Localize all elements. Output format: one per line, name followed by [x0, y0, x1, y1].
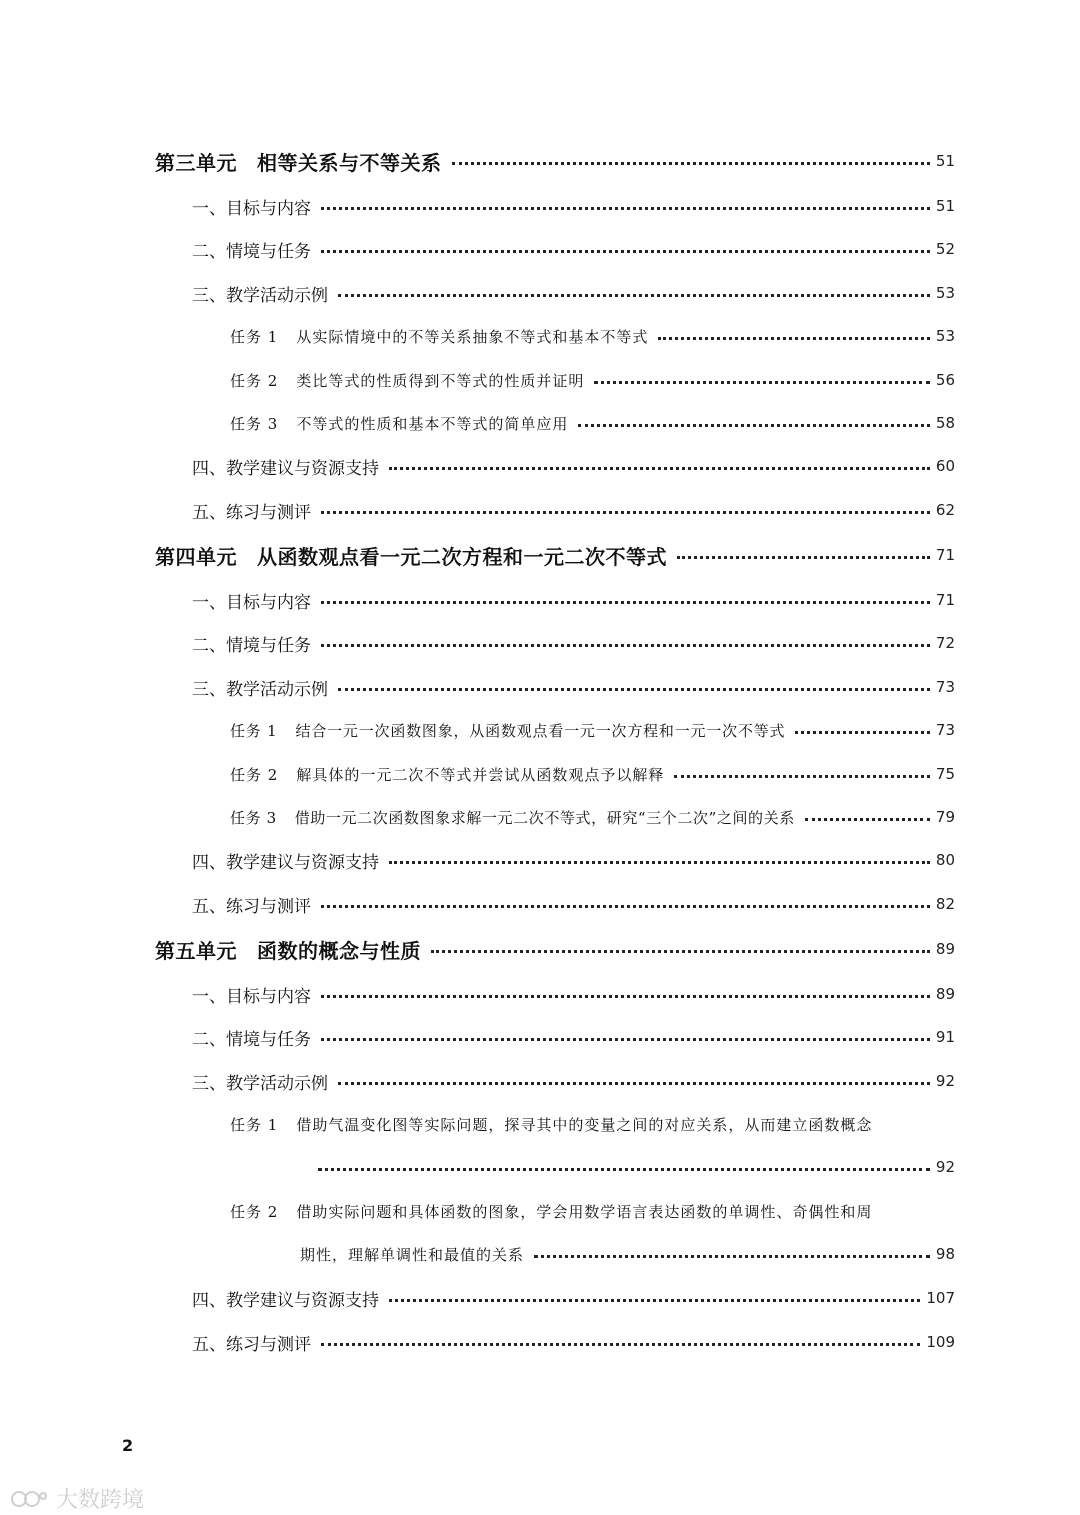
- toc-task-wrapped[interactable]: [230, 1201, 872, 1222]
- toc-task[interactable]: [230, 321, 955, 351]
- dot-leader: [321, 1343, 920, 1346]
- page-number: 53: [935, 284, 955, 302]
- dot-leader: [338, 294, 930, 297]
- dot-leader: [321, 995, 930, 998]
- page-number: 82: [935, 895, 955, 913]
- unit-heading: 第五单元 函数的概念与性质: [155, 938, 421, 963]
- task-title: 任务 2 类比等式的性质得到不等式的性质并证明: [230, 371, 585, 390]
- watermark-text: 大数跨境: [56, 1488, 145, 1513]
- page-number: 73: [935, 721, 955, 739]
- page-number: 92: [935, 1072, 955, 1090]
- toc-section[interactable]: [192, 672, 955, 702]
- page-number: 89: [935, 985, 955, 1003]
- task-title: 任务 2 解具体的一元二次不等式并尝试从函数观点予以解释: [230, 765, 665, 784]
- page-number: 79: [935, 808, 955, 826]
- toc-section[interactable]: [192, 1022, 955, 1052]
- page-number: 58: [935, 414, 955, 432]
- page-number: 60: [935, 457, 955, 475]
- page-number: 71: [935, 546, 955, 564]
- page-number: 92: [935, 1158, 955, 1176]
- section-title: 二、情境与任务: [192, 1029, 311, 1050]
- dot-leader: [338, 1082, 930, 1085]
- page-number: 56: [935, 371, 955, 389]
- page-number: 98: [935, 1245, 955, 1263]
- toc-task-leader[interactable]: [318, 1152, 955, 1182]
- section-title: 五、练习与测评: [192, 502, 311, 523]
- toc-task[interactable]: [230, 365, 955, 395]
- toc-section[interactable]: [192, 278, 955, 308]
- watermark-logo-icon: [10, 1488, 50, 1510]
- dot-leader: [805, 818, 930, 821]
- dot-leader: [674, 775, 930, 778]
- task-title: 任务 1 结合一元一次函数图象，从函数观点看一元一次方程和一元一次不等式: [230, 721, 786, 740]
- section-title: 四、教学建议与资源支持: [192, 852, 379, 873]
- dot-leader: [321, 207, 930, 210]
- page-number: 107: [926, 1289, 955, 1307]
- page-number: 109: [926, 1333, 955, 1351]
- section-title: 三、教学活动示例: [192, 285, 328, 306]
- section-title: 四、教学建议与资源支持: [192, 1290, 379, 1311]
- dot-leader: [795, 731, 930, 734]
- dot-leader: [431, 950, 930, 953]
- dot-leader: [321, 1038, 930, 1041]
- dot-leader: [594, 381, 930, 384]
- page-number: 52: [935, 240, 955, 258]
- toc-task[interactable]: [230, 802, 955, 832]
- task-title: 借助实际问题和具体函数的图象，学会用数学语言表达函数的单调性、奇偶性和周: [296, 1203, 873, 1221]
- page-number: 73: [935, 678, 955, 696]
- toc-task[interactable]: [230, 408, 955, 438]
- section-title: 一、目标与内容: [192, 198, 311, 219]
- page-number: 51: [935, 197, 955, 215]
- toc-section[interactable]: [192, 451, 955, 481]
- section-title: 五、练习与测评: [192, 896, 311, 917]
- toc-task[interactable]: [230, 759, 955, 789]
- dot-leader: [534, 1255, 930, 1258]
- page-footer-number: 2: [122, 1436, 134, 1455]
- dot-leader: [389, 467, 930, 470]
- toc-unit-4[interactable]: [155, 540, 955, 570]
- task-title: 任务 1 从实际情境中的不等关系抽象不等式和基本不等式: [230, 327, 649, 346]
- toc-section[interactable]: [192, 845, 955, 875]
- dot-leader: [677, 556, 930, 559]
- page-number: 71: [935, 591, 955, 609]
- page-number: 72: [935, 634, 955, 652]
- toc-section[interactable]: [192, 495, 955, 525]
- page-number: 62: [935, 501, 955, 519]
- dot-leader: [321, 905, 930, 908]
- toc-task-continuation[interactable]: [300, 1239, 955, 1269]
- page-number: 91: [935, 1028, 955, 1046]
- watermark: [10, 1483, 144, 1514]
- page-number: 80: [935, 851, 955, 869]
- section-title: 二、情境与任务: [192, 241, 311, 262]
- dot-leader: [578, 424, 930, 427]
- toc-section[interactable]: [192, 234, 955, 264]
- dot-leader: [321, 511, 930, 514]
- toc-task[interactable]: [230, 715, 955, 745]
- task-title: 任务 3 不等式的性质和基本不等式的简单应用: [230, 414, 569, 433]
- dot-leader: [452, 162, 930, 165]
- section-title: 五、练习与测评: [192, 1334, 311, 1355]
- page-number: 53: [935, 327, 955, 345]
- dot-leader: [389, 1299, 920, 1302]
- toc-section[interactable]: [192, 1327, 955, 1357]
- toc-section[interactable]: [192, 1066, 955, 1096]
- dot-leader: [389, 861, 930, 864]
- section-title: 四、教学建议与资源支持: [192, 458, 379, 479]
- toc-section[interactable]: [192, 191, 955, 221]
- page-number: 51: [935, 152, 955, 170]
- dot-leader: [658, 337, 930, 340]
- toc-task-wrapped[interactable]: [230, 1114, 872, 1135]
- task-title-continued: 期性，理解单调性和最值的关系: [300, 1245, 525, 1264]
- section-title: 一、目标与内容: [192, 592, 311, 613]
- toc-section[interactable]: [192, 585, 955, 615]
- dot-leader: [321, 250, 930, 253]
- task-label: 任务 1: [230, 1116, 279, 1134]
- unit-heading: 第四单元 从函数观点看一元二次方程和一元二次不等式: [155, 544, 667, 569]
- page-number: 89: [935, 940, 955, 958]
- toc-section[interactable]: [192, 1283, 955, 1313]
- task-title: 任务 3 借助一元二次函数图象求解一元二次不等式，研究“三个二次”之间的关系: [230, 808, 795, 827]
- section-title: 三、教学活动示例: [192, 679, 328, 700]
- unit-heading: 第三单元 相等关系与不等关系: [155, 150, 442, 175]
- toc-unit-3[interactable]: [155, 146, 955, 176]
- dot-leader: [321, 601, 930, 604]
- page-number: 75: [935, 765, 955, 783]
- section-title: 一、目标与内容: [192, 986, 311, 1007]
- toc-section[interactable]: [192, 628, 955, 658]
- toc-section[interactable]: [192, 889, 955, 919]
- toc-section[interactable]: [192, 979, 955, 1009]
- dot-leader: [338, 688, 930, 691]
- toc-unit-5[interactable]: [155, 934, 955, 964]
- task-label: 任务 2: [230, 1203, 279, 1221]
- task-title: 借助气温变化图等实际问题，探寻其中的变量之间的对应关系，从而建立函数概念: [296, 1116, 873, 1134]
- section-title: 三、教学活动示例: [192, 1073, 328, 1094]
- dot-leader: [321, 644, 930, 647]
- dot-leader: [318, 1168, 930, 1171]
- section-title: 二、情境与任务: [192, 635, 311, 656]
